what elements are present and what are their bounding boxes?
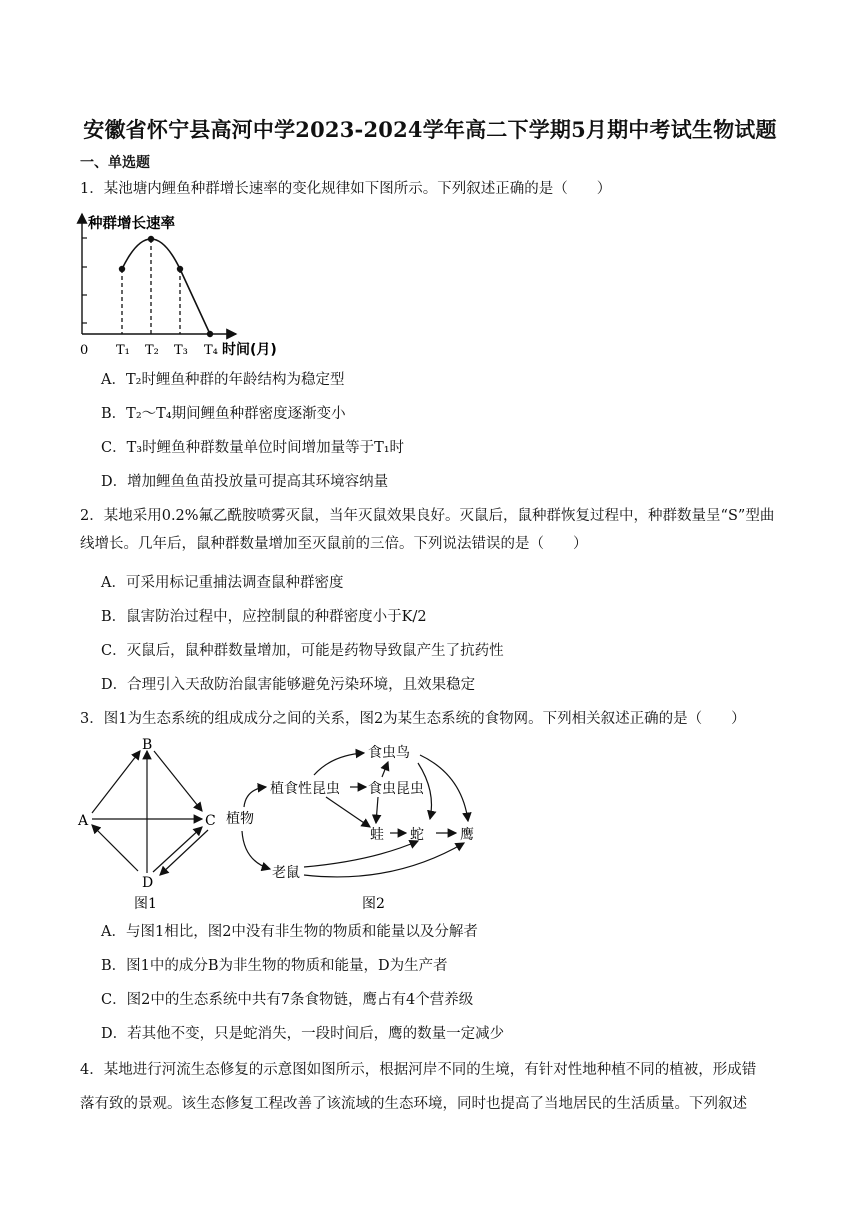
- q2-option-b: B．鼠害防治过程中，应控制鼠的种群密度小于K/2: [101, 609, 427, 625]
- figure-2-caption: 图2: [362, 896, 385, 912]
- growth-rate-curve: [122, 239, 210, 334]
- point-t3: [177, 266, 183, 272]
- node-a: A: [78, 813, 89, 829]
- node-frog: 蛙: [370, 827, 384, 843]
- q2-option-c: C．灭鼠后，鼠种群数量增加，可能是药物导致鼠产生了抗药性: [101, 643, 504, 659]
- node-herbivorous-insect: 植食性昆虫: [270, 781, 340, 797]
- page-title: 安徽省怀宁县高河中学2023-2024学年高二下学期5月期中考试生物试题: [83, 117, 777, 142]
- question-1-stem: 1．某池塘内鲤鱼种群增长速率的变化规律如下图所示。下列叙述正确的是（ ）: [80, 181, 612, 197]
- q1-option-c: C．T₃时鲤鱼种群数量单位时间增加量等于T₁时: [101, 440, 405, 456]
- node-eagle: 鹰: [460, 827, 474, 843]
- q3-option-c: C．图2中的生态系统中共有7条食物链，鹰占有4个营养级: [101, 992, 474, 1008]
- node-d: D: [142, 875, 154, 891]
- q1-option-b: B．T₂～T₄期间鲤鱼种群密度逐渐变小: [101, 406, 346, 422]
- question-3-stem: 3．图1为生态系统的组成成分之间的关系，图2为某生态系统的食物网。下列相关叙述正确的是（ ）: [80, 711, 746, 727]
- figure-1-caption: 图1: [134, 896, 157, 912]
- node-c: C: [205, 813, 216, 829]
- x-axis-label: 时间(月): [222, 342, 277, 358]
- node-snake: 蛇: [410, 827, 424, 843]
- question-4-line-1: 4．某地进行河流生态修复的示意图如图所示，根据河岸不同的生境，有针对性地种植不同的植被，形成错: [80, 1062, 757, 1078]
- tick-t1: T₁: [116, 343, 130, 358]
- question-4-line-2: 落有致的景观。该生态修复工程改善了该流域的生态环境，同时也提高了当地居民的生活质量。下列叙述: [80, 1096, 747, 1112]
- origin-label: 0: [80, 343, 89, 358]
- q2-option-a: A．可采用标记重捕法调查鼠种群密度: [101, 575, 344, 591]
- q3-option-d: D．若其他不变，只是蛇消失，一段时间后，鹰的数量一定减少: [101, 1026, 505, 1042]
- node-insectivorous-bird: 食虫鸟: [368, 745, 410, 761]
- node-mouse: 老鼠: [272, 865, 300, 881]
- q2-option-d: D．合理引入天敌防治鼠害能够避免污染环境，且效果稳定: [101, 677, 476, 693]
- tick-t3: T₃: [174, 343, 188, 358]
- node-b: B: [142, 737, 153, 753]
- figure-1-diagram: [76, 735, 226, 915]
- point-t2: [148, 236, 154, 242]
- section-heading: 一、单选题: [80, 155, 150, 171]
- growth-rate-chart: [74, 208, 294, 360]
- y-axis-label: 种群增长速率: [88, 216, 175, 232]
- point-t1: [119, 266, 125, 272]
- tick-t4: T₄: [204, 343, 218, 358]
- q1-option-a: A．T₂时鲤鱼种群的年龄结构为稳定型: [101, 372, 345, 388]
- q1-option-d: D．增加鲤鱼鱼苗投放量可提高其环境容纳量: [101, 474, 389, 490]
- node-plant: 植物: [226, 811, 254, 827]
- node-insectivorous-insect: 食虫昆虫: [368, 781, 424, 797]
- q3-option-b: B．图1中的成分B为非生物的物质和能量，D为生产者: [101, 958, 448, 974]
- point-t4: [207, 331, 213, 337]
- question-2-stem: 2．某地采用0.2%氟乙酰胺喷雾灭鼠，当年灭鼠效果良好。灭鼠后，鼠种群恢复过程中，种群数量呈“S”型曲线增长。几年后，鼠种群数量增加至灭鼠前的三倍。下列说法错误的是（ ）: [80, 508, 775, 552]
- tick-t2: T₂: [145, 343, 159, 358]
- q3-option-a: A．与图1相比，图2中没有非生物的物质和能量以及分解者: [101, 924, 478, 940]
- figure-2-food-web: [222, 735, 492, 915]
